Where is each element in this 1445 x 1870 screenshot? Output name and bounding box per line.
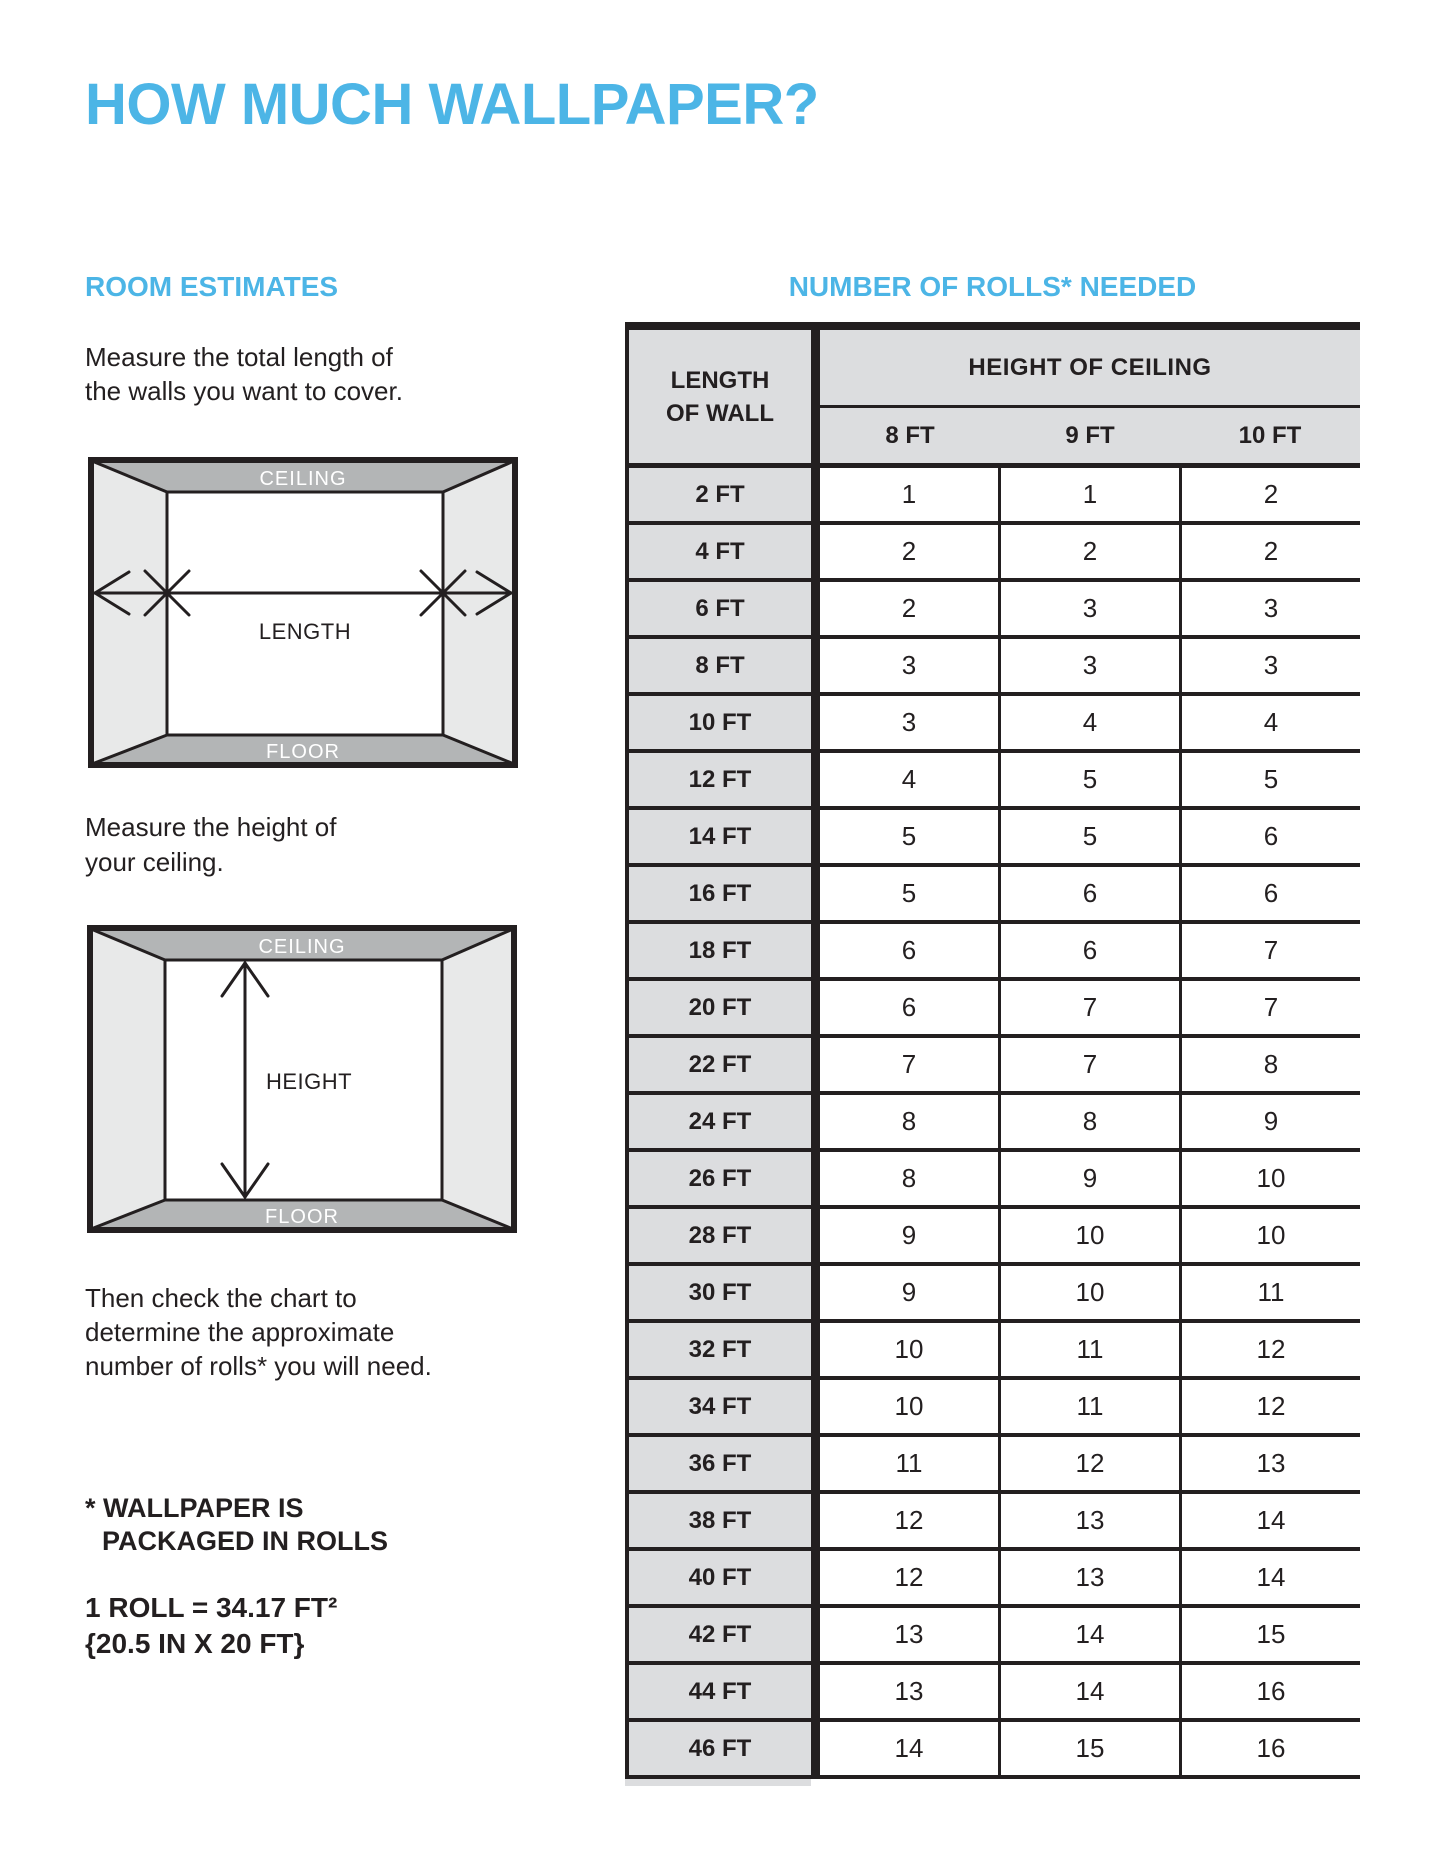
roll-count-cell: 6 — [1001, 924, 1182, 981]
text-line: Measure the total length of — [85, 342, 393, 372]
wall-length-label: 46 FT — [625, 1722, 811, 1779]
roll-count-cell: 9 — [1182, 1095, 1360, 1152]
wall-length-label: 12 FT — [625, 753, 811, 810]
floor-label: FLOOR — [266, 741, 340, 763]
back-wall — [167, 492, 443, 735]
roll-count-cell: 3 — [1001, 582, 1182, 639]
wall-length-label: 16 FT — [625, 867, 811, 924]
roll-count-cell: 8 — [1001, 1095, 1182, 1152]
table-column-divider — [811, 1380, 820, 1437]
roll-count-cell: 1 — [1001, 468, 1182, 525]
rolls-needed-heading: NUMBER OF ROLLS* NEEDED — [788, 271, 1197, 302]
table-column-divider — [811, 924, 820, 981]
table-row — [625, 1608, 1360, 1665]
roll-count-cell: 7 — [1001, 1038, 1182, 1095]
roll-count-cell: 2 — [820, 582, 1001, 639]
ceiling-header-block — [820, 330, 1360, 463]
roll-count-cell: 10 — [820, 1380, 1001, 1437]
table-column-divider — [811, 1095, 820, 1152]
step2-text — [85, 810, 337, 880]
roll-count-cell: 10 — [1182, 1209, 1360, 1266]
roll-count-cell: 6 — [1182, 867, 1360, 924]
page-title: HOW MUCH WALLPAPER? — [85, 72, 819, 137]
roll-count-cell: 12 — [820, 1494, 1001, 1551]
table-column-divider — [811, 525, 820, 582]
roll-count-cell: 6 — [820, 924, 1001, 981]
roll-count-cell: 11 — [1001, 1380, 1182, 1437]
roll-count-cell: 13 — [1001, 1494, 1182, 1551]
text-line: {20.5 IN X 20 FT} — [85, 1628, 305, 1659]
roll-count-cell: 15 — [1001, 1722, 1182, 1779]
roll-count-cell: 15 — [1182, 1608, 1360, 1665]
ceiling-column-header: 8 FT — [885, 421, 935, 449]
table-column-divider — [811, 1209, 820, 1266]
wallpaper-footnote — [85, 1492, 388, 1558]
roll-count-cell: 10 — [820, 1323, 1001, 1380]
roll-count-cell: 5 — [1001, 753, 1182, 810]
ceiling-column-header: 9 FT — [1065, 421, 1115, 449]
table-row — [625, 1665, 1360, 1722]
wall-length-label: 2 FT — [625, 468, 811, 525]
height-diagram — [87, 925, 517, 1238]
table-column-divider — [811, 981, 820, 1038]
roll-count-cell: 11 — [1182, 1266, 1360, 1323]
wall-length-label: 34 FT — [625, 1380, 811, 1437]
table-row — [625, 1380, 1360, 1437]
roll-count-cell: 9 — [820, 1266, 1001, 1323]
roll-count-cell: 16 — [1182, 1722, 1360, 1779]
table-column-divider — [811, 1608, 820, 1665]
wall-length-label: 44 FT — [625, 1665, 811, 1722]
roll-count-cell: 7 — [1182, 981, 1360, 1038]
roll-count-cell: 13 — [820, 1665, 1001, 1722]
roll-count-cell: 7 — [1182, 924, 1360, 981]
table-row — [625, 468, 1360, 525]
table-row — [625, 810, 1360, 867]
table-top-bar — [625, 322, 1360, 330]
wall-length-label: 18 FT — [625, 924, 811, 981]
table-column-divider — [811, 696, 820, 753]
roll-count-cell: 13 — [1182, 1437, 1360, 1494]
table-row — [625, 696, 1360, 753]
length-of-wall-header — [625, 330, 811, 463]
wall-length-label: 14 FT — [625, 810, 811, 867]
table-column-divider — [811, 1551, 820, 1608]
height-label: HEIGHT — [265, 1069, 353, 1094]
length-label: LENGTH — [258, 619, 352, 644]
table-column-divider — [811, 468, 820, 525]
roll-count-cell: 7 — [1001, 981, 1182, 1038]
length-diagram — [88, 457, 518, 773]
table-row — [625, 981, 1360, 1038]
roll-count-cell: 6 — [1182, 810, 1360, 867]
roll-count-cell: 14 — [1001, 1665, 1182, 1722]
wall-length-label: 40 FT — [625, 1551, 811, 1608]
roll-count-cell: 10 — [1001, 1209, 1182, 1266]
wall-length-label: 24 FT — [625, 1095, 811, 1152]
wall-length-label: 26 FT — [625, 1152, 811, 1209]
roll-count-cell: 8 — [820, 1152, 1001, 1209]
table-row — [625, 1722, 1360, 1779]
wall-length-label: 28 FT — [625, 1209, 811, 1266]
table-row — [625, 1323, 1360, 1380]
roll-count-cell: 8 — [1182, 1038, 1360, 1095]
table-row — [625, 582, 1360, 639]
roll-count-cell: 2 — [1182, 468, 1360, 525]
roll-count-cell: 11 — [820, 1437, 1001, 1494]
roll-count-cell: 9 — [1001, 1152, 1182, 1209]
roll-count-cell: 5 — [1182, 753, 1360, 810]
table-row — [625, 1437, 1360, 1494]
height-of-ceiling-header: HEIGHT OF CEILING — [820, 330, 1360, 408]
table-footer-tab — [625, 1779, 811, 1786]
table-column-divider — [811, 1722, 820, 1779]
table-row — [625, 867, 1360, 924]
left-wall — [92, 461, 167, 764]
rolls-table — [625, 322, 1360, 1786]
text-line: * WALLPAPER IS — [85, 1493, 304, 1523]
table-row — [625, 525, 1360, 582]
roll-count-cell: 11 — [1001, 1323, 1182, 1380]
text-line: determine the approximate — [85, 1317, 395, 1347]
roll-count-cell: 14 — [1182, 1551, 1360, 1608]
table-row — [625, 1551, 1360, 1608]
text-line: PACKAGED IN ROLLS — [102, 1526, 389, 1556]
table-header — [625, 330, 1360, 463]
roll-count-cell: 6 — [820, 981, 1001, 1038]
roll-count-cell: 4 — [1001, 696, 1182, 753]
roll-count-cell: 16 — [1182, 1665, 1360, 1722]
text-line: your ceiling. — [85, 847, 224, 877]
table-row — [625, 1266, 1360, 1323]
roll-count-cell: 7 — [820, 1038, 1001, 1095]
wall-length-label: 42 FT — [625, 1608, 811, 1665]
roll-count-cell: 10 — [1182, 1152, 1360, 1209]
table-row — [625, 924, 1360, 981]
ceiling-column-headers — [820, 408, 1360, 463]
roll-count-cell: 3 — [1182, 582, 1360, 639]
roll-count-cell: 3 — [820, 696, 1001, 753]
roll-count-cell: 14 — [820, 1722, 1001, 1779]
height-diagram-svg — [87, 925, 517, 1233]
roll-count-cell: 14 — [1182, 1494, 1360, 1551]
roll-count-cell: 12 — [1182, 1380, 1360, 1437]
roll-count-cell: 8 — [820, 1095, 1001, 1152]
table-row — [625, 1152, 1360, 1209]
ceiling-label: CEILING — [259, 468, 347, 490]
wall-length-label: 8 FT — [625, 639, 811, 696]
roll-count-cell: 14 — [1001, 1608, 1182, 1665]
table-row — [625, 1209, 1360, 1266]
table-column-divider — [811, 1323, 820, 1380]
roll-count-cell: 5 — [1001, 810, 1182, 867]
wall-length-label: 4 FT — [625, 525, 811, 582]
table-column-divider — [811, 753, 820, 810]
room-estimates-heading: ROOM ESTIMATES — [85, 271, 339, 302]
text-line: 1 ROLL = 34.17 FT² — [85, 1592, 338, 1623]
table-column-divider — [811, 582, 820, 639]
table-column-divider — [811, 1494, 820, 1551]
roll-count-cell: 1 — [820, 468, 1001, 525]
table-column-divider — [811, 867, 820, 924]
roll-count-cell: 5 — [820, 810, 1001, 867]
roll-count-cell: 13 — [820, 1608, 1001, 1665]
roll-spec — [85, 1590, 337, 1662]
roll-count-cell: 12 — [1182, 1323, 1360, 1380]
roll-count-cell: 2 — [1182, 525, 1360, 582]
text-line: LENGTH — [670, 366, 770, 394]
table-column-divider — [811, 330, 820, 463]
ceiling-column-header: 10 FT — [1238, 421, 1302, 449]
table-row — [625, 753, 1360, 810]
floor-label: FLOOR — [265, 1206, 339, 1228]
table-column-divider — [811, 1437, 820, 1494]
wall-length-label: 36 FT — [625, 1437, 811, 1494]
wall-length-label: 20 FT — [625, 981, 811, 1038]
table-column-divider — [811, 1038, 820, 1095]
table-column-divider — [811, 639, 820, 696]
table-column-divider — [811, 1266, 820, 1323]
text-line: Then check the chart to — [85, 1283, 357, 1313]
roll-count-cell: 12 — [820, 1551, 1001, 1608]
step1-text — [85, 340, 403, 408]
roll-count-cell: 10 — [1001, 1266, 1182, 1323]
table-body — [625, 468, 1360, 1779]
table-row — [625, 639, 1360, 696]
text-line: number of rolls* you will need. — [85, 1351, 432, 1381]
text-line: OF WALL — [666, 399, 774, 427]
roll-count-cell: 13 — [1001, 1551, 1182, 1608]
left-wall — [91, 929, 165, 1229]
text-line: Measure the height of — [85, 812, 337, 842]
wall-length-label: 38 FT — [625, 1494, 811, 1551]
roll-count-cell: 3 — [820, 639, 1001, 696]
table-column-divider — [811, 810, 820, 867]
wall-length-label: 10 FT — [625, 696, 811, 753]
roll-count-cell: 4 — [1182, 696, 1360, 753]
wall-length-label: 32 FT — [625, 1323, 811, 1380]
table-column-divider — [811, 1152, 820, 1209]
table-row — [625, 1038, 1360, 1095]
roll-count-cell: 3 — [1001, 639, 1182, 696]
wall-length-label: 6 FT — [625, 582, 811, 639]
ceiling-label: CEILING — [258, 936, 346, 958]
wall-length-label: 22 FT — [625, 1038, 811, 1095]
wall-length-label: 30 FT — [625, 1266, 811, 1323]
roll-count-cell: 2 — [820, 525, 1001, 582]
step3-text — [85, 1281, 432, 1383]
text-line: the walls you want to cover. — [85, 376, 403, 406]
roll-count-cell: 2 — [1001, 525, 1182, 582]
table-row — [625, 1095, 1360, 1152]
roll-count-cell: 5 — [820, 867, 1001, 924]
roll-count-cell: 4 — [820, 753, 1001, 810]
table-column-divider — [811, 1665, 820, 1722]
length-diagram-svg — [88, 457, 518, 768]
roll-count-cell: 9 — [820, 1209, 1001, 1266]
table-row — [625, 1494, 1360, 1551]
roll-count-cell: 3 — [1182, 639, 1360, 696]
roll-count-cell: 12 — [1001, 1437, 1182, 1494]
right-wall — [442, 929, 513, 1229]
roll-count-cell: 6 — [1001, 867, 1182, 924]
